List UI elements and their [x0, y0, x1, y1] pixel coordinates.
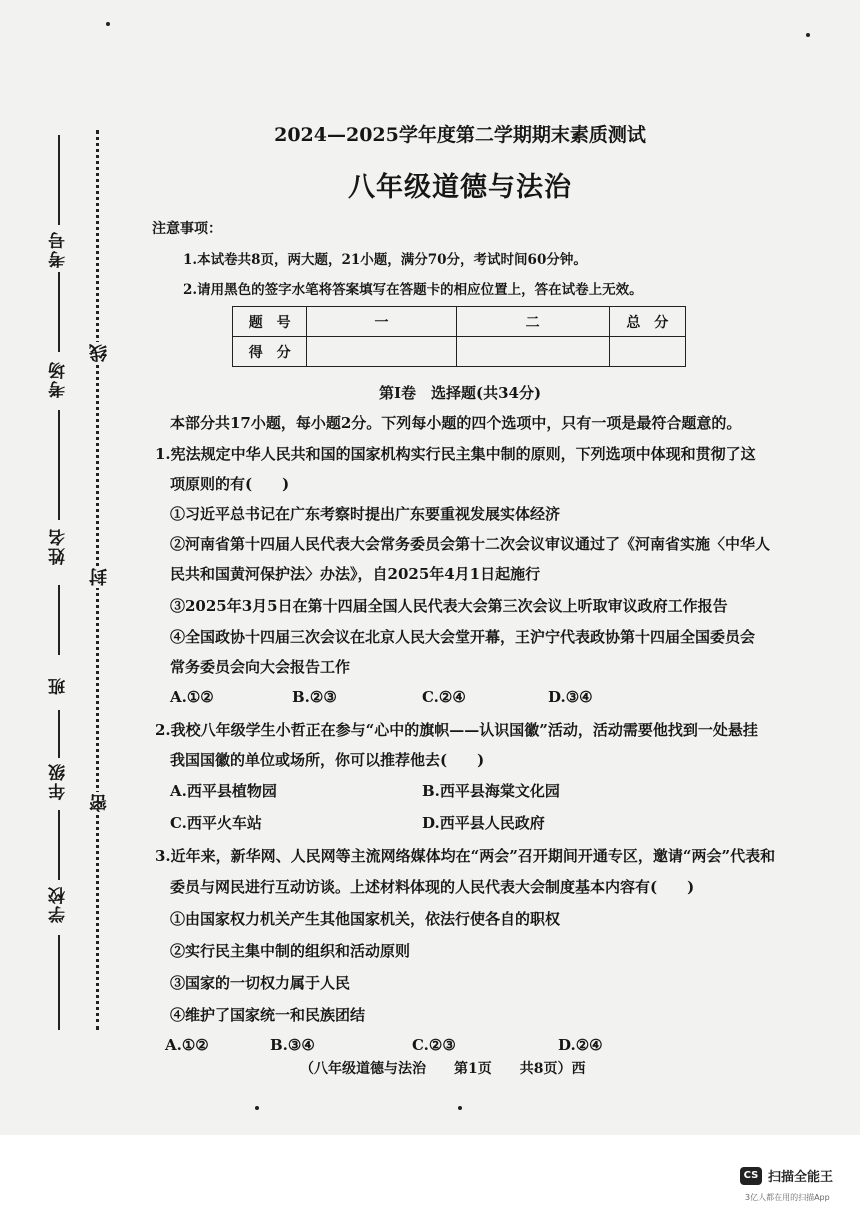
school-line-bottom: [58, 935, 60, 1030]
question-3-option-b: B.③④: [270, 1036, 315, 1054]
exam-no-label: 考号: [49, 230, 69, 268]
section-intro: 本部分共17小题，每小题2分。下列每小题的四个选项中，只有一项是最符合题意的。: [170, 414, 742, 432]
question-2-option-a: A.西平县植物园: [170, 782, 277, 800]
score-cell: 总 分: [609, 307, 685, 337]
score-cell: 一: [307, 307, 456, 337]
binding-margin: [0, 0, 120, 1135]
question-3-item: ④维护了国家统一和民族团结: [170, 1006, 366, 1024]
question-1-line: 项原则的有( ): [170, 475, 290, 493]
score-cell: [307, 337, 456, 367]
question-1-item: ②河南省第十四届人民代表大会常务委员会第十二次会议审议通过了《河南省实施〈中华人: [170, 535, 771, 553]
question-2-line: 2.我校八年级学生小哲正在参与“心中的旗帜——认识国徽”活动，活动需要他找到一处悬挂: [155, 721, 758, 739]
question-2-option-d: D.西平县人民政府: [422, 814, 545, 832]
app-tagline: 3亿人都在用的扫描App: [745, 1193, 830, 1202]
score-cell: [609, 337, 685, 367]
scan-speck: [106, 22, 110, 26]
scan-speck: [458, 1106, 462, 1110]
cut-mark-seal: 封: [87, 566, 113, 588]
scan-speck: [255, 1106, 259, 1110]
grade-line: [58, 710, 60, 758]
exam-no-line: [58, 135, 60, 225]
name-label: 姓名: [49, 527, 69, 565]
school-label: 学校: [49, 885, 69, 923]
question-3-option-a: A.①②: [165, 1036, 209, 1054]
question-3-option-c: C.②③: [412, 1036, 456, 1054]
question-1-option-c: C.②④: [422, 688, 466, 706]
scan-speck: [806, 33, 810, 37]
exam-title: 2024—2025学年度第二学期期末素质测试: [274, 124, 646, 146]
school-line: [58, 810, 60, 880]
score-table: [232, 306, 686, 367]
notes-heading: 注意事项：: [152, 221, 222, 237]
question-2-option-c: C.西平火车站: [170, 814, 262, 832]
question-1-line: 1.宪法规定中华人民共和国的国家机构实行民主集中制的原则，下列选项中体现和贯彻了这: [155, 445, 756, 463]
question-3-item: ③国家的一切权力属于人民: [170, 974, 351, 992]
question-1-item: 常务委员会向大会报告工作: [170, 658, 351, 676]
subject-title: 八年级道德与法治: [348, 172, 572, 203]
question-1-item: ①习近平总书记在广东考察时提出广东要重视发展实体经济: [170, 505, 561, 523]
question-1-option-a: A.①②: [170, 688, 214, 706]
question-3-item: ②实行民主集中制的组织和活动原则: [170, 942, 411, 960]
question-1-item: 民共和国黄河保护法〉办法》，自2025年4月1日起施行: [170, 565, 541, 583]
note-item-1: 1.本试卷共8页，两大题，21小题，满分70分，考试时间60分钟。: [183, 252, 587, 268]
question-3-line: 3.近年来，新华网、人民网等主流网络媒体均在“两会”召开期间开通专区，邀请“两会”代表和: [155, 847, 776, 865]
camscanner-logo-icon: CS: [740, 1167, 762, 1185]
name-line: [58, 410, 60, 520]
score-cell: 二: [456, 307, 609, 337]
question-3-line: 委员与网民进行互动访谈。上述材料体现的人民代表大会制度基本内容有( ): [170, 878, 695, 896]
class-line: [58, 585, 60, 655]
room-line: [58, 272, 60, 352]
page-footer: （八年级道德与法治 第1页 共8页）西: [300, 1061, 586, 1077]
cut-mark-secret: 密: [87, 792, 113, 814]
score-cell: 得 分: [233, 337, 307, 367]
bottom-strip: [0, 1135, 860, 1217]
question-1-item: ④全国政协十四届三次会议在北京人民大会堂开幕，王沪宁代表政协第十四届全国委员会: [170, 628, 756, 646]
note-item-2: 2.请用黑色的签字水笔将答案填写在答题卡的相应位置上，答在试卷上无效。: [183, 282, 643, 298]
cut-mark-line: 线: [87, 342, 113, 364]
score-table-row: [233, 337, 686, 367]
question-2-option-b: B.西平县海棠文化园: [422, 782, 560, 800]
section-heading: 第Ⅰ卷 选择题(共34分): [378, 384, 542, 402]
score-cell: [456, 337, 609, 367]
score-cell: 题 号: [233, 307, 307, 337]
question-2-line: 我国国徽的单位或场所，你可以推荐他去( ): [170, 751, 485, 769]
question-3-option-d: D.②④: [558, 1036, 603, 1054]
question-3-item: ①由国家权力机关产生其他国家机关，依法行使各自的职权: [170, 910, 561, 928]
question-1-option-b: B.②③: [292, 688, 337, 706]
score-table-row: [233, 307, 686, 337]
grade-label: 年级: [49, 762, 69, 800]
app-name: 扫描全能王: [768, 1170, 834, 1185]
question-1-option-d: D.③④: [548, 688, 593, 706]
class-label: 班: [49, 676, 69, 695]
room-label: 考场: [49, 360, 69, 398]
question-1-item: ③2025年3月5日在第十四届全国人民代表大会第三次会议上听取审议政府工作报告: [170, 597, 728, 615]
